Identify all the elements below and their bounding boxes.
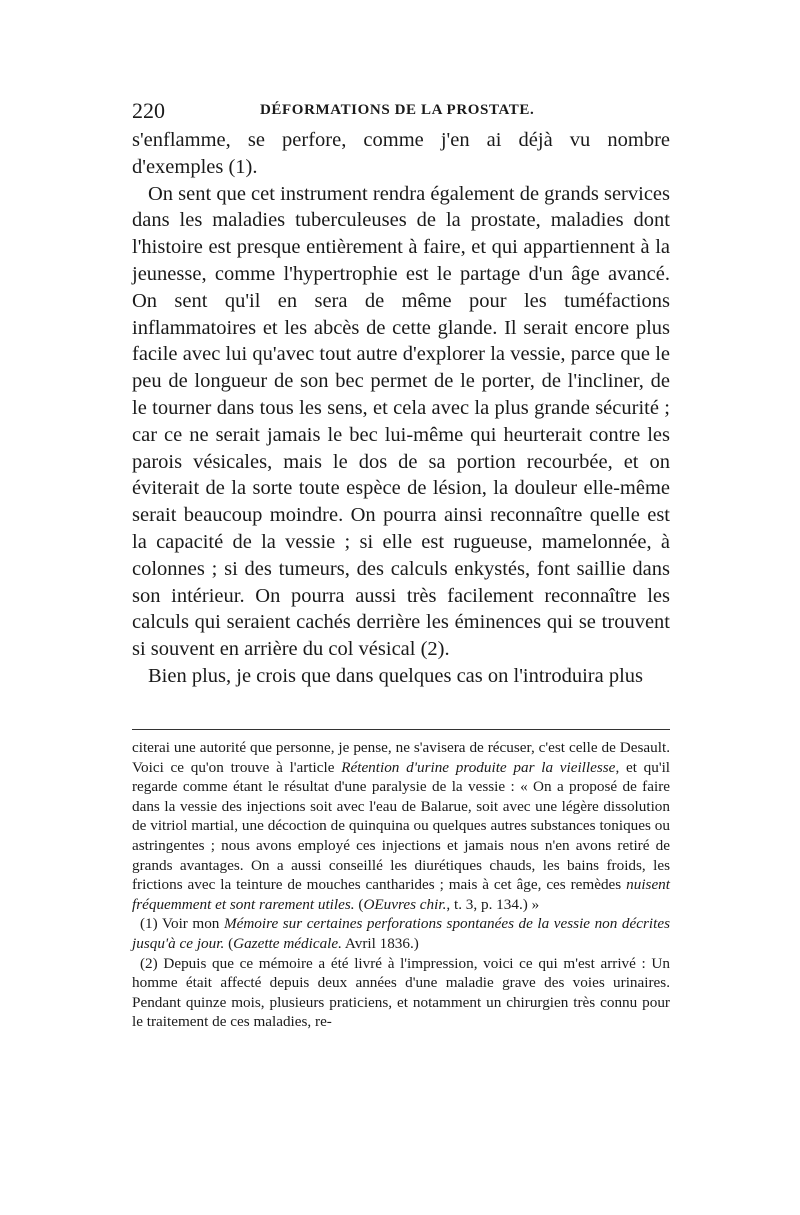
paragraph-continuation: s'enflamme, se perfore, comme j'en ai déjà vu nombre d'exemples (1). (132, 129, 670, 178)
footnote-italic: Gazette médicale. (233, 934, 342, 952)
footnote-continuation (132, 738, 670, 914)
footnote-separator (132, 729, 670, 730)
footnote-text: citerai une autorité que personne, je pense, ne s'avisera de récuser, c'est celle de Desault. Voici ce qu'on trouve à l'article (132, 739, 670, 776)
paragraph: Bien plus, je crois que dans quelques cas on l'introduira plus (148, 664, 644, 687)
footnote-italic: nuisent fréquemment et sont rarement utiles. (132, 876, 670, 913)
footnote-2: (2) Depuis que ce mémoire a été livré à l'impression, voici ce qui m'est arrivé : Un homme était affecté depuis deux années d'une maladie grave des voies urinaires. Pendant quinze mois, plusieurs praticiens, et notamment un chirurgien très connu pour le traitement de ces maladies, re- (132, 954, 670, 1031)
main-text (132, 127, 670, 690)
footnote-text: ( (224, 934, 234, 952)
footnotes (132, 738, 670, 1032)
footnote-text: (1) Voir mon (140, 915, 224, 933)
footnote-text: Avril 1836.) (341, 934, 419, 952)
footnote-text: ( (354, 895, 364, 913)
footnote-text: , t. 3, p. 134.) » (446, 895, 540, 913)
paragraph: On sent que cet instrument rendra également de grands services dans les maladies tuberculeuses de la prostate, maladies dont l'histoire est presque entièrement à faire, et qui appartiennent à la jeunesse, comme l'hypertrophie est le partage d'un âge avancé. On sent qu'il en sera de même pour les tuméfactions inflammatoires et les abcès de cette glande. Il serait encore plus facile avec lui qu'avec tout autre d'explorer la vessie, parce que le peu de longueur de son bec permet de le porter, de l'incliner, de le tourner dans tous les sens, et cela avec la plus grande sécurité ; car ce ne serait jamais le bec lui-même qui heurterait contre les parois vésicales, mais le dos de sa portion recourbée, et on éviterait de la sorte toute espèce de lésion, la douleur elle-même serait beaucoup moindre. On pourra ainsi reconnaître quelle est la capacité de la vessie ; si elle est rugueuse, mamelonnée, à colonnes ; si des tumeurs, des calculs enkystés, font saillie dans son intérieur. On pourra aussi très facilement reconnaître les calculs qui seraient cachés derrière les éminences qui se trouvent si souvent en arrière du col vésical (2). (132, 182, 670, 661)
page-number: 220 (132, 98, 165, 123)
footnote-text: , et qu'il regarde comme étant le résultat d'une paralysie de la vessie : « On a proposé de faire dans la vessie des injections soit avec l'eau de Balarue, soit avec une légère dissolution de vitriol martial, une décoction de quinquina ou quelques autres substances toniques ou astringentes ; nous avons employé ces injections et jamais nous n'en avons retiré de grands avantages. On a aussi conseillé les diurétiques chauds, les bains froids, les frictions avec la teinture de mouches cantharides ; mais à cet âge, ces remèdes (132, 758, 671, 894)
footnote-italic: Rétention d'urine produite par la vieillesse (341, 758, 616, 776)
footnote-italic: OEuvres chir. (363, 895, 447, 913)
page-header (132, 98, 670, 122)
running-title: DÉFORMATIONS DE LA PROSTATE. (260, 102, 535, 118)
footnote-italic: Mémoire sur certaines perforations spontanées de la vessie non décrites jusqu'à ce jour. (132, 915, 670, 952)
footnote-1 (132, 914, 670, 953)
